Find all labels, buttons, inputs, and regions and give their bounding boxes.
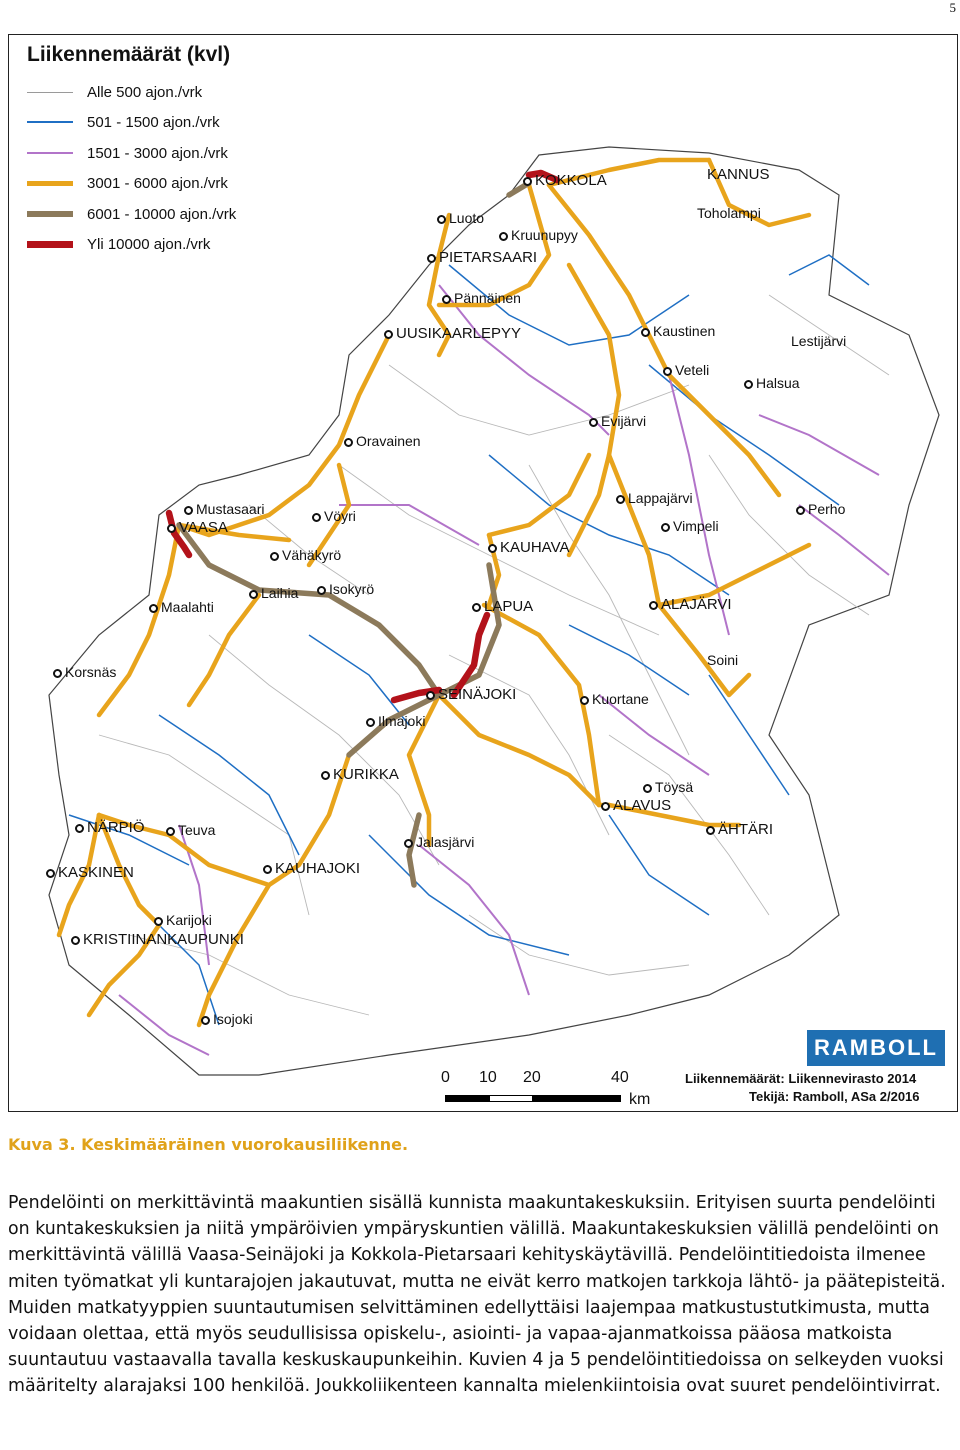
place-name: ALAJÄRVI [661, 596, 732, 613]
place-name: Töysä [655, 779, 694, 795]
place-kuortane [580, 691, 649, 707]
town-marker-icon [167, 524, 176, 533]
place-name: KAUHAJOKI [275, 860, 361, 877]
town-marker-icon [442, 295, 451, 304]
place-name: Toholampi [697, 205, 761, 221]
place-name: Korsnäs [65, 664, 117, 680]
legend-item-6001-10000 [27, 203, 236, 225]
town-marker-icon [649, 601, 658, 610]
place-name: Vimpeli [673, 518, 719, 534]
traffic-volume-map [8, 34, 958, 1112]
town-marker-icon [201, 1016, 210, 1025]
place-toholampi [697, 205, 761, 221]
map-canvas [9, 35, 957, 1111]
town-marker-icon [706, 826, 715, 835]
place-kaskinen [46, 865, 134, 881]
place-name: Teuva [178, 822, 216, 838]
scale-segment [489, 1095, 533, 1102]
place-name: Luoto [449, 210, 485, 226]
place-name: Lappajärvi [628, 490, 693, 506]
legend-swatch-grey [27, 92, 73, 93]
place-name: Mustasaari [196, 501, 265, 517]
scale-bar [441, 1069, 661, 1109]
town-marker-icon [344, 438, 353, 447]
place-name: Perho [808, 501, 846, 517]
place-vaasa [167, 520, 228, 536]
place-name: KASKINEN [58, 864, 134, 881]
place-name: Oravainen [356, 433, 421, 449]
town-marker-icon [643, 784, 652, 793]
town-marker-icon [270, 552, 279, 561]
town-marker-icon [71, 936, 80, 945]
place-name: KANNUS [707, 166, 770, 183]
place-name: UUSIKAARLEPYY [396, 325, 522, 342]
place-kurikka [321, 767, 399, 783]
ramboll-logo: RAMBOLL [807, 1030, 945, 1066]
place-laihia [249, 585, 298, 601]
place-name: Lestijärvi [791, 333, 847, 349]
scale-tick: 0 [441, 1069, 450, 1086]
place-name: PIETARSAARI [439, 249, 538, 266]
place-korsnas [53, 664, 116, 680]
place-name: Isojoki [213, 1011, 253, 1027]
town-marker-icon [589, 418, 598, 427]
place-name: KOKKOLA [535, 172, 607, 189]
place-seinajoki [426, 687, 516, 703]
scale-tick: 40 [611, 1069, 629, 1086]
town-marker-icon [312, 513, 321, 522]
legend-item-over-10000 [27, 233, 210, 255]
place-voyri [312, 508, 356, 524]
scale-tick: 10 [479, 1069, 497, 1086]
place-mustasaari [184, 501, 264, 517]
town-marker-icon [472, 603, 481, 612]
place-name: Kuortane [592, 691, 649, 707]
place-ahtari [706, 822, 773, 838]
legend-item-3001-6000 [27, 172, 228, 194]
place-uusikaarlepyy [384, 326, 521, 342]
town-marker-icon [46, 869, 55, 878]
place-name: Maalahti [161, 599, 214, 615]
place-name: Evijärvi [601, 413, 647, 429]
place-toysa [643, 779, 693, 795]
place-isojoki [201, 1011, 253, 1027]
place-soini [707, 652, 738, 668]
place-maalahti [149, 599, 214, 615]
place-alavus [601, 798, 671, 814]
town-marker-icon [796, 506, 805, 515]
place-kaustinen [641, 323, 715, 339]
place-kauhava [488, 540, 569, 556]
legend-item-501-1500 [27, 111, 220, 133]
body-paragraph: Pendelöinti on merkittävintä maakuntien sisällä kunnista maakuntakeskuksiin. Erityisen suurta pendelöinti on kuntakeskuksien ja niitä ympäröivien ympäryskuntien välillä. Maakuntakeskuksien välillä pendelöinti on merkittävintä välillä Vaasa-Seinäjoki ja Kokkola-Pietarsaari kehityskäytävillä. Pendelöintitiedoista ilmenee miten työmatkat yli kuntarajojen jakautuvat, mutta ne eivät kerro matkojen tarkkoja lähtö- ja päätepisteitä. Muiden matkatyyppien suuntautumisen selvittäminen edellyttäisi laajempaa matkustustutkimusta, mutta voidaan olettaa, että myös seudullisissa opiskelu-, asiointi- ja vapaa-ajanmatkoissa pääosa matkoista suuntautuu vastaavalla tavalla keskuskaupunkeihin. Kuvien 4 ja 5 pendelöintitiedoissa on selkeyden vuoksi määritelty alarajaksi 100 henkilöä. Joukkoliikenteen kannalta mielenkiintoisia ovat suuret pendelöintivirrat. [8, 1193, 946, 1397]
place-name: NÄRPIÖ [87, 819, 145, 836]
page-number: 5 [949, 0, 956, 15]
town-marker-icon [580, 696, 589, 705]
place-kristiinankaupunki [71, 932, 244, 948]
place-perho [796, 501, 845, 517]
place-name: ÄHTÄRI [718, 821, 774, 838]
place-kauhajoki [263, 861, 360, 877]
town-marker-icon [384, 330, 393, 339]
place-teuva [166, 822, 215, 838]
place-name: Kruunupyy [511, 227, 578, 243]
place-name: Kaustinen [653, 323, 716, 339]
place-name: Soini [707, 652, 739, 668]
place-kruunupyy [499, 227, 578, 243]
town-marker-icon [523, 177, 532, 186]
legend-label: 6001 - 10000 ajon./vrk [87, 205, 237, 223]
place-name: Jalasjärvi [416, 834, 475, 850]
place-oravainen [344, 433, 421, 449]
legend-label: Yli 10000 ajon./vrk [87, 235, 211, 253]
town-marker-icon [263, 865, 272, 874]
place-alajarvi [649, 597, 732, 613]
town-marker-icon [149, 604, 158, 613]
legend-swatch-orange [27, 181, 73, 186]
place-name: KRISTIINANKAUPUNKI [83, 931, 244, 948]
town-marker-icon [601, 802, 610, 811]
town-marker-icon [321, 771, 330, 780]
town-marker-icon [744, 380, 753, 389]
town-marker-icon [426, 691, 435, 700]
legend-swatch-purple [27, 152, 73, 154]
place-name: VAASA [179, 519, 228, 536]
place-vimpeli [661, 518, 719, 534]
place-name: KAUHAVA [500, 539, 570, 556]
scale-segment [445, 1095, 489, 1102]
place-kokkola [523, 173, 607, 189]
town-marker-icon [53, 669, 62, 678]
place-isokyro [317, 581, 374, 597]
town-marker-icon [404, 839, 413, 848]
town-marker-icon [249, 590, 258, 599]
place-veteli [663, 362, 709, 378]
place-kannus [707, 167, 770, 183]
town-marker-icon [437, 215, 446, 224]
figure-caption: Kuva 3. Keskimääräinen vuorokausiliikenne. [8, 1135, 409, 1154]
legend-label: Alle 500 ajon./vrk [87, 83, 203, 101]
town-marker-icon [154, 917, 163, 926]
place-luoto [437, 210, 484, 226]
town-marker-icon [317, 586, 326, 595]
town-marker-icon [663, 367, 672, 376]
credit-author: Tekijä: Ramboll, ASa 2/2016 [749, 1089, 920, 1104]
town-marker-icon [641, 328, 650, 337]
place-name: LAPUA [484, 598, 534, 615]
place-name: Vähäkyrö [282, 547, 342, 563]
place-halsua [744, 375, 800, 391]
town-marker-icon [427, 254, 436, 263]
place-narpio [75, 820, 145, 836]
place-lapua [472, 599, 533, 615]
town-marker-icon [184, 506, 193, 515]
place-name: SEINÄJOKI [438, 686, 517, 703]
place-jalasjarvi [404, 834, 474, 850]
town-marker-icon [166, 827, 175, 836]
town-marker-icon [75, 824, 84, 833]
place-pannainen [442, 290, 521, 306]
place-name: Isokyrö [329, 581, 375, 597]
place-name: Veteli [675, 362, 710, 378]
legend-item-1501-3000 [27, 142, 228, 164]
place-name: Ilmajoki [378, 713, 426, 729]
place-name: Halsua [756, 375, 800, 391]
place-lestijarvi [791, 333, 846, 349]
town-marker-icon [499, 232, 508, 241]
place-vahakyro [270, 547, 341, 563]
place-ilmajoki [366, 713, 425, 729]
town-marker-icon [616, 495, 625, 504]
town-marker-icon [366, 718, 375, 727]
place-karijoki [154, 912, 212, 928]
scale-segment [533, 1095, 621, 1102]
place-name: Laihia [261, 585, 299, 601]
credit-source: Liikennemäärät: Liikennevirasto 2014 [685, 1071, 917, 1086]
scale-tick: 20 [523, 1069, 541, 1086]
place-name: ALAVUS [613, 797, 672, 814]
place-pietarsaari [427, 250, 537, 266]
legend-swatch-blue [27, 121, 73, 123]
place-name: Karijoki [166, 912, 212, 928]
town-marker-icon [661, 523, 670, 532]
legend-swatch-red [27, 241, 73, 248]
legend-title: Liikennemäärät (kvl) [27, 43, 231, 66]
place-name: KURIKKA [333, 766, 399, 783]
place-name: Vöyri [324, 508, 356, 524]
place-name: Pännäinen [454, 290, 521, 306]
legend-label: 3001 - 6000 ajon./vrk [87, 174, 228, 192]
place-lappajarvi [616, 490, 693, 506]
place-evijarvi [589, 413, 646, 429]
legend-swatch-brown [27, 211, 73, 217]
town-marker-icon [488, 544, 497, 553]
legend-label: 1501 - 3000 ajon./vrk [87, 144, 228, 162]
legend-label: 501 - 1500 ajon./vrk [87, 113, 220, 131]
legend-item-under-500 [27, 81, 202, 103]
scale-unit: km [629, 1091, 651, 1108]
